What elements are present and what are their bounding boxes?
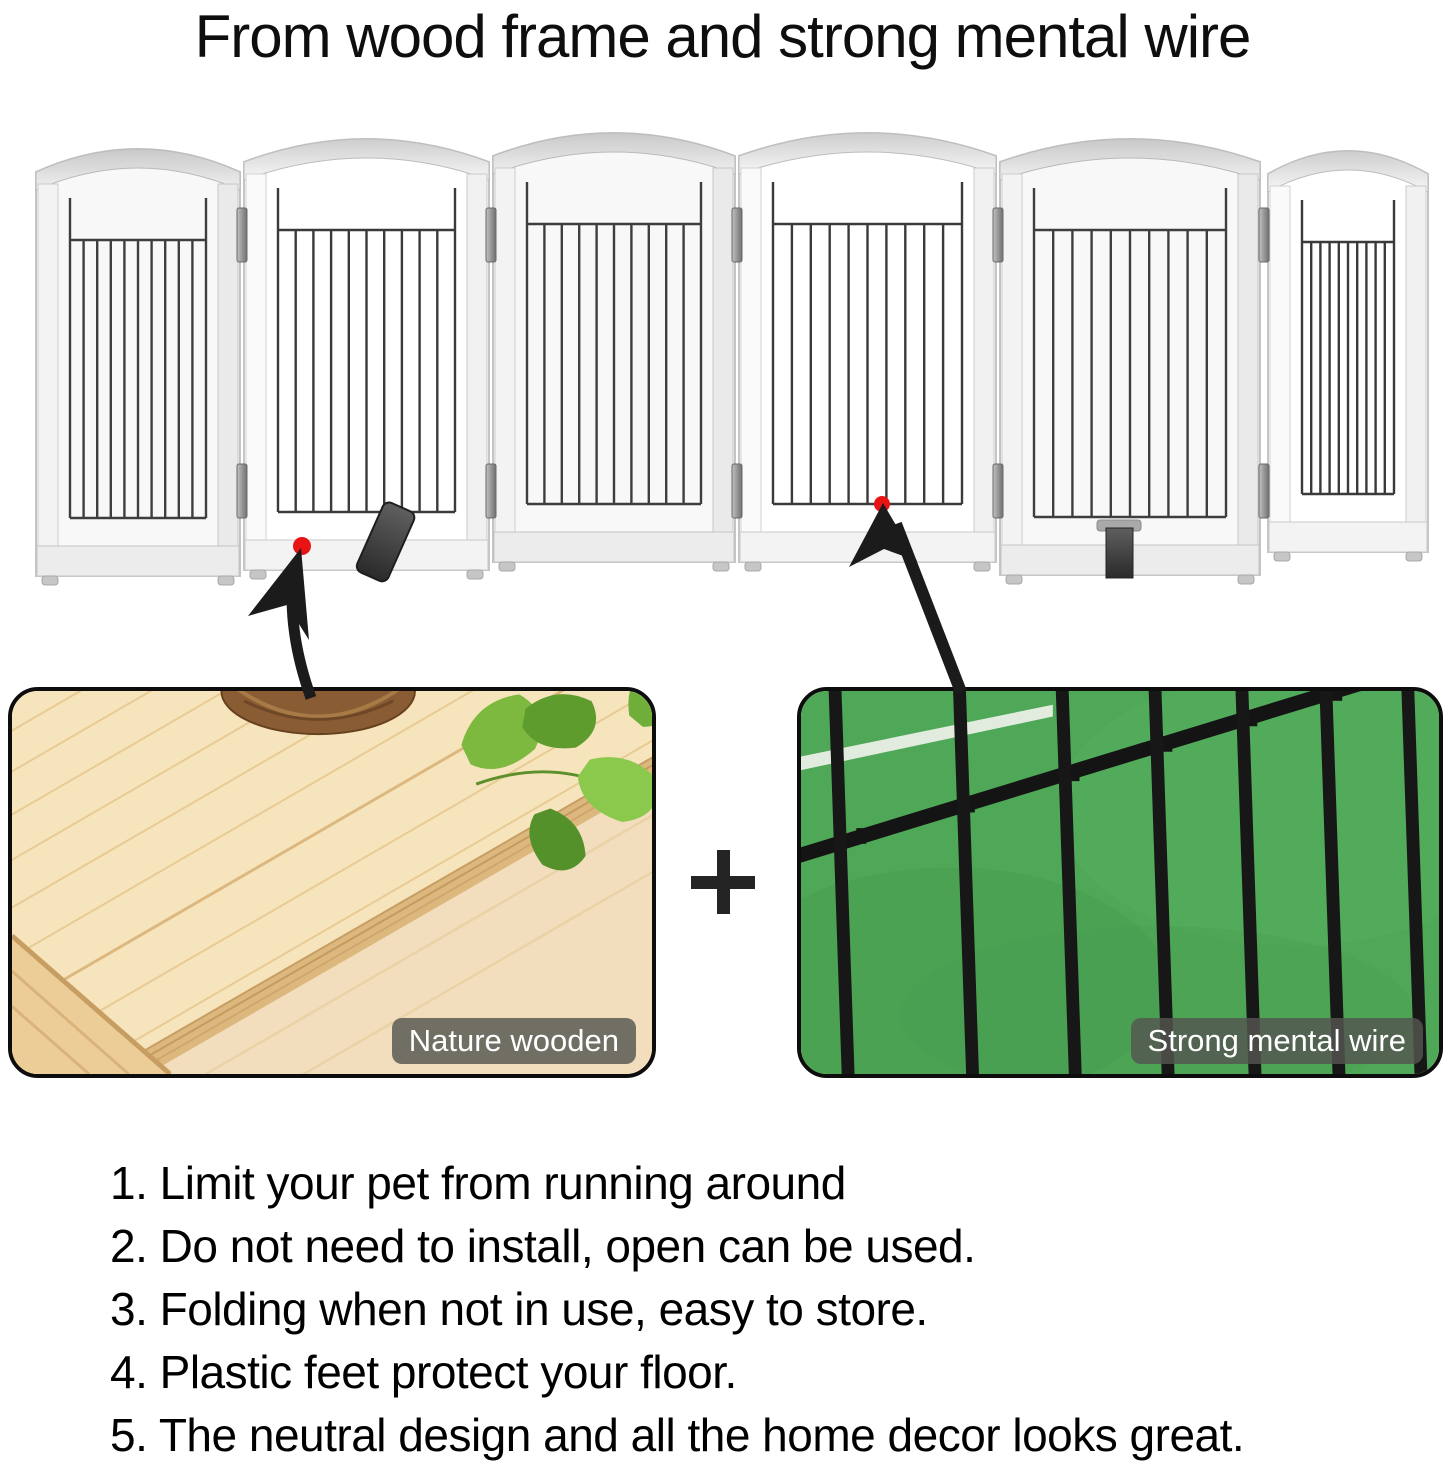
hinge [993, 464, 1003, 518]
page-title: From wood frame and strong mental wire [194, 3, 1251, 70]
hinge [732, 464, 742, 518]
plus-icon [688, 847, 758, 917]
wire-label: Strong mental wire [1131, 1018, 1423, 1064]
wire-detail-photo [797, 687, 1443, 1078]
hinge [237, 464, 247, 518]
support-foot-right [1097, 520, 1141, 578]
wood-label: Nature wooden [392, 1018, 636, 1064]
feature-list [110, 1152, 1244, 1467]
gate-panel [244, 139, 489, 579]
feature-item-4: 4. Plastic feet protect your floor. [110, 1346, 737, 1398]
marker-dot-wood-frame [293, 537, 311, 555]
wire-grid [1034, 188, 1226, 517]
gate-hinges [237, 208, 1269, 518]
wire-grid [773, 182, 962, 504]
gate-panel [493, 133, 735, 571]
hinge [486, 464, 496, 518]
hinge [1259, 464, 1269, 518]
hinge [237, 208, 247, 262]
feature-item-5: 5. The neutral design and all the home decor looks great. [110, 1409, 1245, 1461]
wire-grass-art [801, 691, 1439, 1074]
wood-detail-photo [8, 687, 656, 1078]
gate-panels [36, 133, 1428, 585]
gate-panel [36, 149, 240, 585]
feature-item-2: 2. Do not need to install, open can be used. [110, 1220, 976, 1272]
hinge [993, 208, 1003, 262]
feature-item-1: 1. Limit your pet from running around [110, 1157, 846, 1209]
gate-panel [1268, 151, 1428, 561]
wire-grid [527, 182, 701, 504]
wire-grid [70, 198, 206, 518]
marker-dot-metal-wire [874, 496, 890, 512]
arrow-to-wood-detail [248, 548, 311, 698]
hinge [1259, 208, 1269, 262]
arrow-to-wire-detail [849, 503, 961, 692]
support-foot-left [355, 500, 417, 583]
gate-panel [739, 133, 996, 571]
wire-grid [1302, 200, 1394, 494]
hinge [486, 208, 496, 262]
hinge [732, 208, 742, 262]
gate-product-photo [0, 100, 1445, 700]
plus-vertical-bar [717, 850, 730, 914]
gate-panel [1000, 139, 1260, 584]
wood-texture-art [12, 691, 652, 1074]
wire-grid [278, 188, 455, 512]
feature-item-3: 3. Folding when not in use, easy to store. [110, 1283, 928, 1335]
